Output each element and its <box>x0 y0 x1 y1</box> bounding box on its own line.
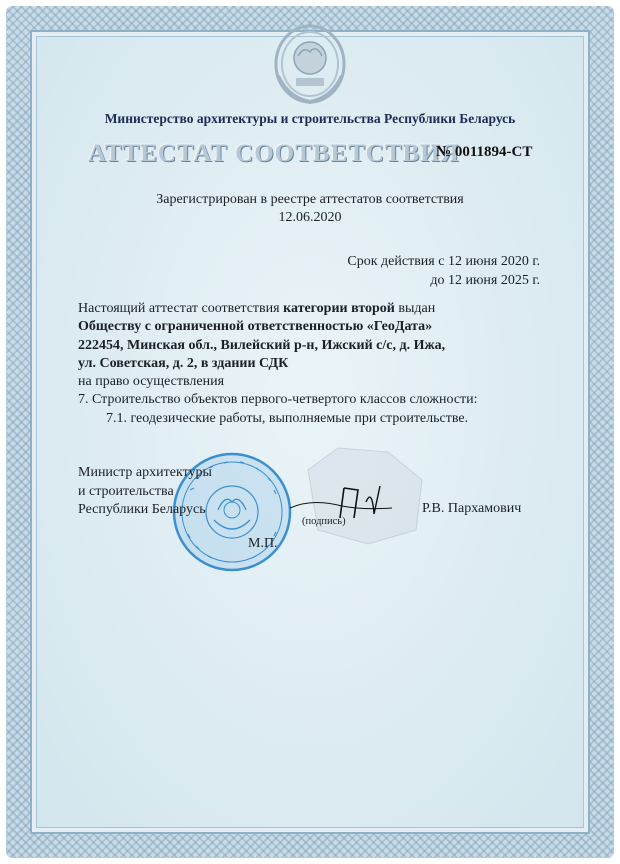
document-title: АТТЕСТАТ СООТВЕТСТВИЯ <box>88 140 460 167</box>
validity-period <box>347 252 540 290</box>
item-7: 7. Строительство объектов первого-четвертого классов сложности: <box>78 392 478 408</box>
intro-line <box>78 300 548 318</box>
registration-info <box>0 191 620 227</box>
signature-caption: (подпись) <box>302 516 346 527</box>
registration-text: Зарегистрирован в реестре аттестатов соответствия <box>156 192 464 207</box>
seal-place-label: М.П. <box>248 536 278 551</box>
ministry-name: Министерство архитектуры и строительства Республики Беларусь <box>104 111 516 126</box>
address-line-2: ул. Советская, д. 2, в здании СДК <box>78 355 289 371</box>
registration-date: 12.06.2020 <box>278 210 342 225</box>
certificate-number: № 0011894-СТ <box>436 144 533 160</box>
address-line-1: 222454, Минская обл., Вилейский р-н, Ижский с/с, д. Ижа, <box>78 337 446 353</box>
right-text: на право осуществления <box>78 374 225 390</box>
state-emblem-icon <box>268 16 352 106</box>
signatory-title-line-2: и строительства <box>78 483 174 499</box>
signatory-title <box>78 464 212 520</box>
signatory-title-line-1: Министр архитектуры <box>78 465 212 480</box>
category: категории второй <box>283 301 395 316</box>
validity-to: до 12 июня 2025 г. <box>430 273 540 288</box>
signatory-title-line-3: Республики Беларусь <box>78 502 206 517</box>
signatory-name: Р.В. Пархамович <box>422 501 522 516</box>
item-7-1: 7.1. геодезические работы, выполняемые при строительстве. <box>106 410 469 426</box>
intro-suffix: выдан <box>398 301 436 316</box>
certificate-body <box>78 300 548 428</box>
intro-prefix: Настоящий аттестат соответствия <box>78 301 280 316</box>
validity-from: Срок действия с 12 июня 2020 г. <box>347 254 540 269</box>
company-name: Обществу с ограниченной ответственностью «ГеоДата» <box>78 319 433 335</box>
